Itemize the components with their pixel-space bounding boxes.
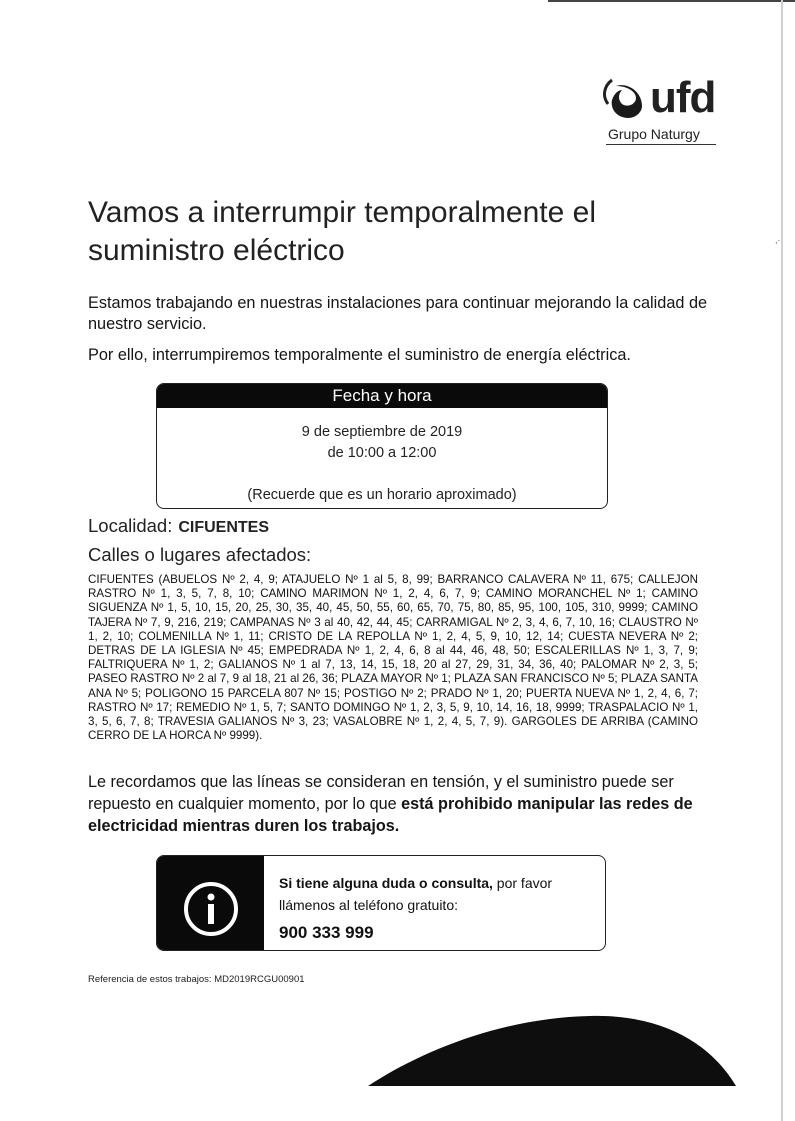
affected-heading: Calles o lugares afectados: [88, 544, 312, 565]
schedule-date: 9 de septiembre de 2019 [301, 424, 463, 440]
contact-question [279, 872, 599, 916]
info-icon [182, 880, 240, 938]
schedule-time: de 10:00 a 12:00 [327, 445, 437, 461]
intro-paragraph: Estamos trabajando en nuestras instalaciones para continuar mejorando la calidad de nuestro servicio. [88, 294, 708, 333]
schedule-note: (Recuerde que es un horario aproximado) [247, 487, 517, 503]
contact-phone[interactable]: 900 333 999 [279, 923, 374, 942]
decorative-shape [360, 1012, 740, 1092]
affected-streets-list: CIFUENTES (ABUELOS Nº 2, 4, 9; ATAJUELO Nº 1 al 5, 8, 99; BARRANCO CALAVERA Nº 11, 675; CALLEJON RASTRO Nº 1, 3, 5, 7, 8, 10; CAMINO MARIMON Nº 1, 2, 4, 6, 7, 9; CAMINO MORANCHEL Nº 1; CAMINO SIGUENZA Nº 1, 5, 10, 15, 20, 25, 30, 35, 40, 45, 50, 55, 60, 65, 70, 75, 80, 85, 95, 100, 105, 310, 9999; CAMINO TAJERA Nº 7, 9, 216, 219; CAMPANAS Nº 3 al 40, 42, 44, 45; CARRAMIGAL Nº 2, 3, 4, 6, 7, 10, 16; CLAUSTRO Nº 1, 2, 10; COLMENILLA Nº 1, 11; CRISTO DE LA REPOLLA Nº 1, 2, 4, 5, 9, 10, 12, 14; CUESTA NEVERA Nº 2; DETRAS DE LA IGLESIA Nº 45; EMPEDRADA Nº 1, 2, 4, 6, 8 al 44, 46, 48, 50; ESCALERILLAS Nº 1, 3, 7, 9; FALTRIQUERA Nº 1, 2; GALIANOS Nº 1 al 7, 13, 14, 15, 18, 20 al 27, 29, 31, 34, 36, 40; PALOMAR Nº 2, 3, 5; PASEO RASTRO Nº 2 al 7, 9 al 18, 21 al 26, 36; PLAZA MAYOR Nº 1; PLAZA SAN FRANCISCO Nº 5; PLAZA SANTA ANA Nº 5; POLIGONO 15 PARCELA 807 Nº 15; POSTIGO Nº 2; PRADO Nº 1, 20; PUERTA NUEVA Nº 1, 2, 4, 6, 7; RASTRO Nº 17; REMEDIO Nº 1, 5, 7; SANTO DOMINGO Nº 1, 2, 3, 5, 9, 10, 14, 16, 18, 9999; TRASPALACIO Nº 1, 3, 5, 6, 7, 8; TRAVESIA GALIANOS Nº 3, 23; VASALOBRE Nº 1, 2, 4, 5, 7, 9). GARGOLES DE ARRIBA (CAMINO CERRO DE LA HORCA Nº 9999). [88, 573, 698, 743]
logo-group-name: Grupo Naturgy [608, 126, 700, 142]
reference-line: Referencia de estos trabajos: MD2019RCGU00901 [88, 974, 305, 985]
warning-paragraph [88, 771, 718, 837]
logo-underline [606, 144, 716, 145]
logo-wordmark: ufd [650, 73, 716, 122]
location-value: CIFUENTES [178, 519, 270, 536]
scan-top-rule [548, 0, 795, 2]
warning-bold: está prohibido manipular las redes de electricidad mientras duren los trabajos. [88, 795, 693, 835]
location-line [88, 514, 269, 540]
notice-paragraph: Por ello, interrumpiremos temporalmente el suministro de energía eléctrica. [88, 346, 631, 364]
contact-box [156, 855, 606, 951]
contact-icon-panel [157, 856, 264, 950]
contact-question-bold: Si tiene alguna duda o consulta, [279, 875, 493, 891]
location-label: Localidad: [88, 515, 173, 536]
company-logo [598, 72, 728, 147]
scan-right-edge [781, 0, 783, 1121]
scan-speck: ,· [775, 235, 781, 245]
warning-text: Le recordamos que las líneas se consideran en tensión, y el suministro puede ser repuesto en cualquier momento, por lo que [88, 773, 674, 813]
naturgy-logo-icon [602, 76, 648, 122]
schedule-header: Fecha y hora [157, 384, 607, 408]
page-title: Vamos a interrumpir temporalmente el suministro eléctrico [88, 196, 596, 267]
contact-question-rest: por favor llámenos al teléfono gratuito: [279, 875, 553, 913]
schedule-box [156, 383, 608, 509]
